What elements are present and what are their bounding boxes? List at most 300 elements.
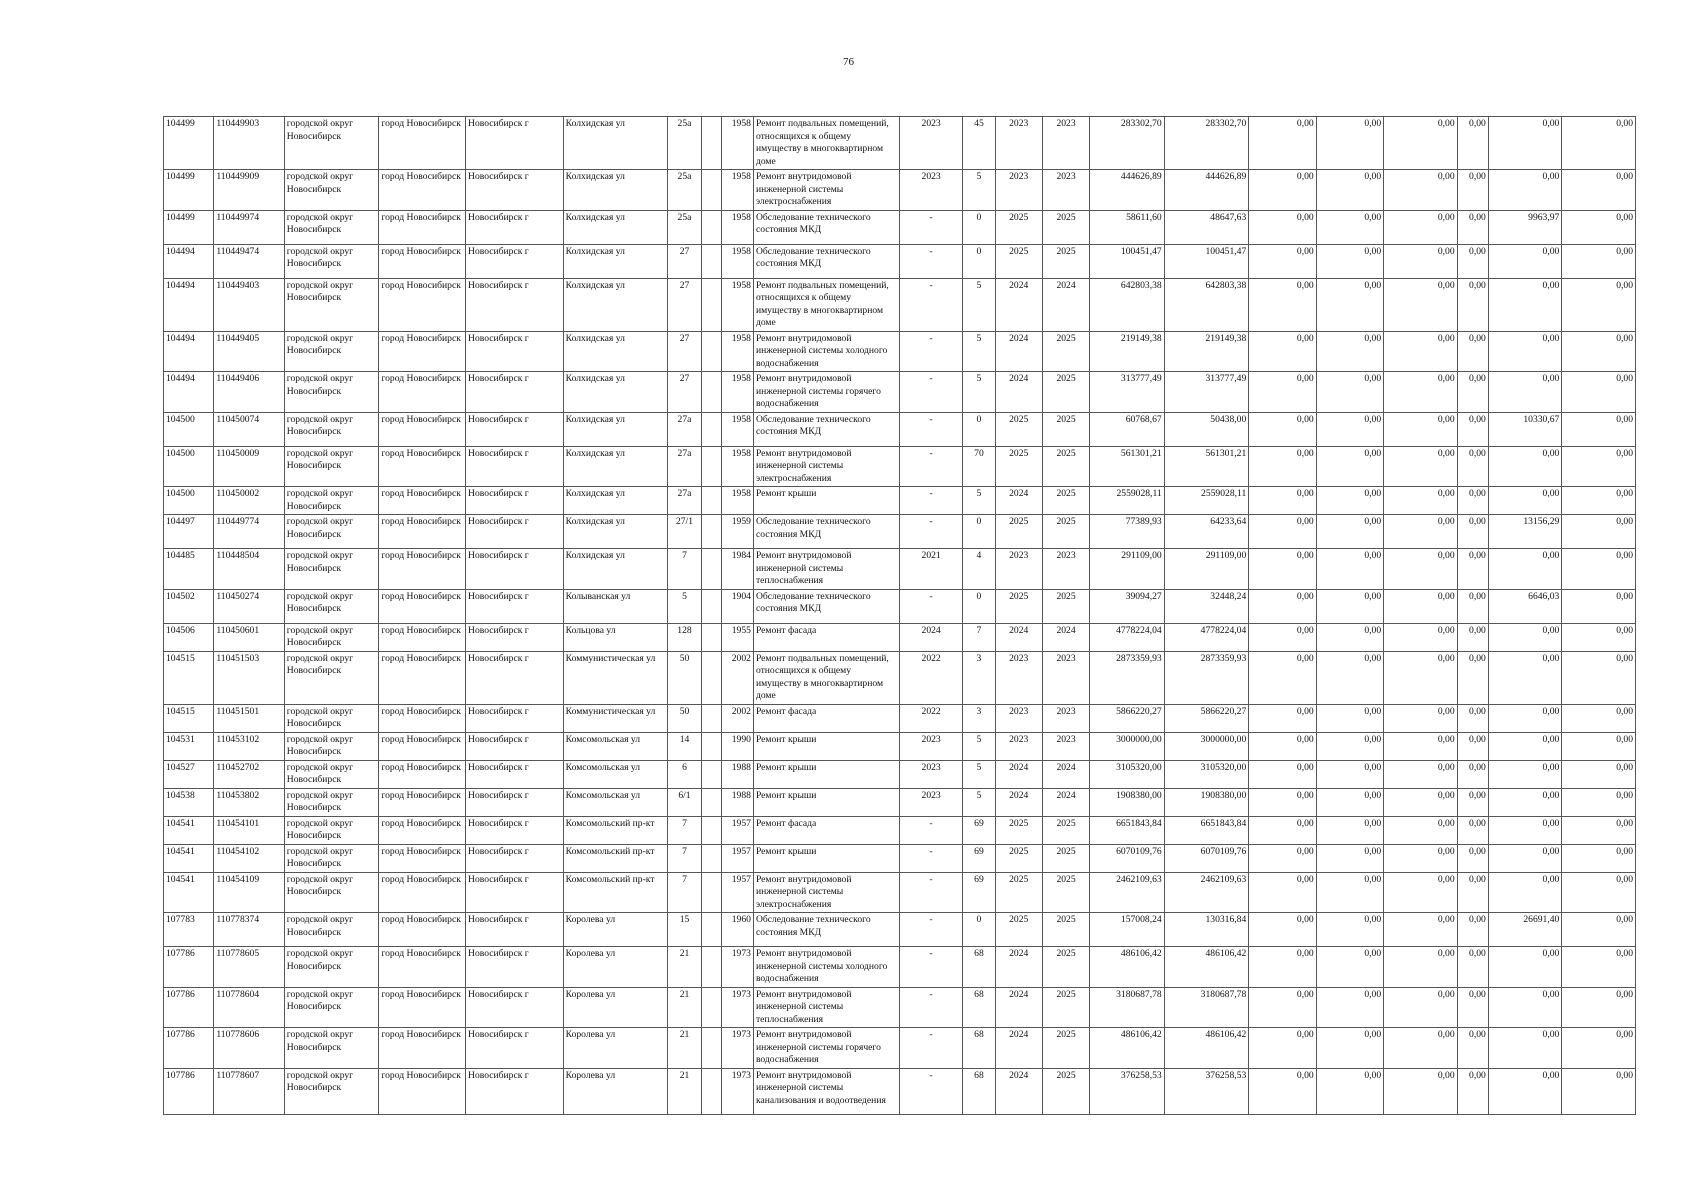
cell-locality: Новосибирск г [466,788,564,816]
cell-locality: Новосибирск г [466,1068,564,1114]
cell-building [701,947,721,988]
cell-last-repair-year: - [899,1028,962,1069]
cell-plan-start-year: 2023 [995,732,1042,760]
cell-object-id: 104541 [164,872,214,913]
cell-building [701,446,721,487]
cell-owner-funds: 3105320,00 [1164,760,1249,788]
cell-locality: Новосибирск г [466,872,564,913]
cell-work-id: 110450601 [214,623,284,651]
cell-plan-start-year: 2024 [995,1028,1042,1069]
cell-object-id: 104541 [164,816,214,844]
cell-plan-end-year: 2023 [1042,117,1089,170]
cell-other-funds: 0,00 [1457,210,1488,244]
cell-house-number: 27 [668,372,701,413]
cell-additional-funds: 0,00 [1488,623,1561,651]
cell-work-type: Ремонт внутридомовой инженерной системы электроснабжения [753,170,899,211]
cell-year-built: 1958 [721,372,753,413]
cell-house-number: 21 [668,987,701,1028]
cell-year-built: 1959 [721,515,753,549]
cell-last-repair-year: - [899,210,962,244]
cell-street: Колхидская ул [563,331,668,372]
cell-building [701,170,721,211]
cell-settlement: город Новосибирск [379,589,466,623]
cell-owner-funds: 6070109,76 [1164,844,1249,872]
cell-work-type: Ремонт крыши [753,732,899,760]
cell-building [701,278,721,331]
cell-reserve-funds: 0,00 [1562,446,1636,487]
cell-year-built: 1973 [721,1068,753,1114]
cell-work-type: Ремонт внутридомовой инженерной системы холодного водоснабжения [753,331,899,372]
cell-house-number: 27а [668,487,701,515]
cell-other-funds: 0,00 [1457,704,1488,732]
cell-object-id: 104500 [164,487,214,515]
cell-federal-funds: 0,00 [1249,515,1316,549]
cell-work-id: 110778607 [214,1068,284,1114]
cell-regional-funds: 0,00 [1316,589,1383,623]
cell-regional-funds: 0,00 [1316,651,1383,704]
cell-settlement: город Новосибирск [379,210,466,244]
cell-street: Колыванская ул [563,589,668,623]
cell-owner-funds: 6651843,84 [1164,816,1249,844]
cell-owner-funds: 376258,53 [1164,1068,1249,1114]
cell-locality: Новосибирск г [466,331,564,372]
cell-work-id: 110451503 [214,651,284,704]
cell-plan-start-year: 2025 [995,412,1042,446]
cell-total-cost: 561301,21 [1090,446,1165,487]
table-row [164,844,1636,872]
cell-year-built: 2002 [721,651,753,704]
cell-work-id: 110778374 [214,913,284,947]
cell-plan-start-year: 2025 [995,244,1042,278]
cell-federal-funds: 0,00 [1249,278,1316,331]
cell-owner-funds: 48647,63 [1164,210,1249,244]
cell-local-funds: 0,00 [1384,117,1457,170]
cell-work-id: 110449774 [214,515,284,549]
cell-settlement: город Новосибирск [379,487,466,515]
cell-work-id: 110454101 [214,816,284,844]
cell-plan-start-year: 2023 [995,651,1042,704]
cell-local-funds: 0,00 [1384,487,1457,515]
cell-year-built: 1958 [721,170,753,211]
cell-last-repair-year: 2023 [899,760,962,788]
cell-year-built: 1958 [721,412,753,446]
cell-reserve-funds: 0,00 [1562,1068,1636,1114]
cell-owner-funds: 486106,42 [1164,947,1249,988]
cell-plan-end-year: 2025 [1042,844,1089,872]
cell-work-type: Ремонт внутридомовой инженерной системы канализования и водоотведения [753,1068,899,1114]
cell-federal-funds: 0,00 [1249,704,1316,732]
cell-wear-percent: 5 [963,732,995,760]
cell-reserve-funds: 0,00 [1562,117,1636,170]
cell-total-cost: 376258,53 [1090,1068,1165,1114]
cell-work-type: Обследование технического состояния МКД [753,515,899,549]
cell-reserve-funds: 0,00 [1562,913,1636,947]
cell-street: Колхидская ул [563,515,668,549]
cell-street: Колхидская ул [563,170,668,211]
cell-year-built: 1973 [721,987,753,1028]
table-row [164,623,1636,651]
cell-additional-funds: 0,00 [1488,987,1561,1028]
cell-house-number: 50 [668,704,701,732]
cell-year-built: 1957 [721,872,753,913]
cell-municipal-district: городской округ Новосибирск [284,331,379,372]
cell-plan-start-year: 2024 [995,372,1042,413]
cell-work-type: Обследование технического состояния МКД [753,589,899,623]
table-row [164,987,1636,1028]
cell-last-repair-year: - [899,278,962,331]
cell-wear-percent: 0 [963,210,995,244]
cell-year-built: 1955 [721,623,753,651]
cell-federal-funds: 0,00 [1249,788,1316,816]
cell-last-repair-year: - [899,372,962,413]
cell-federal-funds: 0,00 [1249,987,1316,1028]
cell-house-number: 21 [668,1028,701,1069]
cell-other-funds: 0,00 [1457,913,1488,947]
cell-wear-percent: 0 [963,589,995,623]
cell-total-cost: 2559028,11 [1090,487,1165,515]
cell-work-id: 110449903 [214,117,284,170]
cell-owner-funds: 4778224,04 [1164,623,1249,651]
cell-plan-start-year: 2023 [995,170,1042,211]
cell-last-repair-year: 2022 [899,704,962,732]
cell-plan-end-year: 2025 [1042,987,1089,1028]
cell-settlement: город Новосибирск [379,446,466,487]
cell-wear-percent: 69 [963,872,995,913]
cell-work-id: 110449474 [214,244,284,278]
cell-plan-start-year: 2024 [995,623,1042,651]
cell-work-type: Ремонт подвальных помещений, относящихся к общему имуществу в многоквартирном доме [753,651,899,704]
cell-reserve-funds: 0,00 [1562,487,1636,515]
cell-total-cost: 642803,38 [1090,278,1165,331]
cell-building [701,210,721,244]
cell-additional-funds: 10330,67 [1488,412,1561,446]
cell-building [701,117,721,170]
cell-total-cost: 313777,49 [1090,372,1165,413]
cell-federal-funds: 0,00 [1249,446,1316,487]
cell-year-built: 1957 [721,844,753,872]
cell-additional-funds: 0,00 [1488,760,1561,788]
cell-last-repair-year: - [899,412,962,446]
cell-year-built: 1904 [721,589,753,623]
cell-regional-funds: 0,00 [1316,872,1383,913]
cell-additional-funds: 0,00 [1488,278,1561,331]
cell-year-built: 1958 [721,446,753,487]
cell-settlement: город Новосибирск [379,913,466,947]
cell-plan-start-year: 2023 [995,117,1042,170]
cell-wear-percent: 0 [963,412,995,446]
cell-street: Колхидская ул [563,372,668,413]
cell-additional-funds: 9963,97 [1488,210,1561,244]
cell-locality: Новосибирск г [466,549,564,590]
cell-work-id: 110449405 [214,331,284,372]
cell-object-id: 104541 [164,844,214,872]
cell-settlement: город Новосибирск [379,788,466,816]
cell-additional-funds: 0,00 [1488,487,1561,515]
cell-work-id: 110449974 [214,210,284,244]
cell-plan-end-year: 2023 [1042,549,1089,590]
cell-locality: Новосибирск г [466,947,564,988]
cell-local-funds: 0,00 [1384,278,1457,331]
cell-object-id: 107786 [164,1068,214,1114]
cell-object-id: 104494 [164,278,214,331]
cell-house-number: 27 [668,278,701,331]
cell-building [701,760,721,788]
cell-settlement: город Новосибирск [379,1068,466,1114]
cell-work-type: Ремонт внутридомовой инженерной системы холодного водоснабжения [753,947,899,988]
cell-municipal-district: городской округ Новосибирск [284,816,379,844]
cell-additional-funds: 0,00 [1488,816,1561,844]
cell-municipal-district: городской округ Новосибирск [284,412,379,446]
cell-settlement: город Новосибирск [379,278,466,331]
cell-plan-start-year: 2024 [995,987,1042,1028]
cell-house-number: 25а [668,210,701,244]
table-row [164,549,1636,590]
cell-wear-percent: 69 [963,844,995,872]
cell-street: Королева ул [563,987,668,1028]
cell-object-id: 104499 [164,117,214,170]
cell-locality: Новосибирск г [466,278,564,331]
cell-object-id: 104494 [164,244,214,278]
table-row [164,412,1636,446]
cell-plan-end-year: 2025 [1042,372,1089,413]
cell-work-type: Обследование технического состояния МКД [753,412,899,446]
cell-street: Королева ул [563,947,668,988]
cell-other-funds: 0,00 [1457,278,1488,331]
cell-last-repair-year: 2022 [899,651,962,704]
cell-municipal-district: городской округ Новосибирск [284,515,379,549]
cell-last-repair-year: - [899,589,962,623]
cell-plan-end-year: 2023 [1042,651,1089,704]
cell-plan-start-year: 2024 [995,487,1042,515]
cell-wear-percent: 5 [963,331,995,372]
cell-last-repair-year: - [899,244,962,278]
cell-plan-end-year: 2025 [1042,816,1089,844]
cell-work-id: 110449909 [214,170,284,211]
cell-other-funds: 0,00 [1457,947,1488,988]
cell-wear-percent: 5 [963,372,995,413]
cell-reserve-funds: 0,00 [1562,760,1636,788]
table-row [164,515,1636,549]
cell-owner-funds: 64233,64 [1164,515,1249,549]
cell-other-funds: 0,00 [1457,872,1488,913]
cell-wear-percent: 5 [963,788,995,816]
cell-street: Королева ул [563,1068,668,1114]
cell-locality: Новосибирск г [466,1028,564,1069]
cell-federal-funds: 0,00 [1249,589,1316,623]
cell-local-funds: 0,00 [1384,372,1457,413]
cell-object-id: 107786 [164,1028,214,1069]
cell-street: Колхидская ул [563,549,668,590]
cell-owner-funds: 100451,47 [1164,244,1249,278]
cell-other-funds: 0,00 [1457,117,1488,170]
cell-reserve-funds: 0,00 [1562,947,1636,988]
cell-other-funds: 0,00 [1457,170,1488,211]
cell-reserve-funds: 0,00 [1562,987,1636,1028]
cell-additional-funds: 0,00 [1488,170,1561,211]
cell-street: Королева ул [563,913,668,947]
cell-owner-funds: 2462109,63 [1164,872,1249,913]
cell-federal-funds: 0,00 [1249,913,1316,947]
cell-municipal-district: городской округ Новосибирск [284,170,379,211]
cell-local-funds: 0,00 [1384,623,1457,651]
cell-federal-funds: 0,00 [1249,651,1316,704]
page-number: 76 [843,56,854,68]
cell-building [701,732,721,760]
cell-regional-funds: 0,00 [1316,913,1383,947]
cell-total-cost: 6651843,84 [1090,816,1165,844]
cell-federal-funds: 0,00 [1249,623,1316,651]
cell-street: Комсомольская ул [563,788,668,816]
cell-settlement: город Новосибирск [379,170,466,211]
cell-wear-percent: 0 [963,913,995,947]
cell-municipal-district: городской округ Новосибирск [284,844,379,872]
cell-municipal-district: городской округ Новосибирск [284,732,379,760]
cell-work-id: 110449403 [214,278,284,331]
cell-object-id: 104500 [164,412,214,446]
cell-federal-funds: 0,00 [1249,872,1316,913]
cell-locality: Новосибирск г [466,987,564,1028]
cell-additional-funds: 0,00 [1488,549,1561,590]
cell-building [701,987,721,1028]
cell-other-funds: 0,00 [1457,515,1488,549]
cell-plan-start-year: 2024 [995,1068,1042,1114]
table-row [164,913,1636,947]
table-row [164,816,1636,844]
cell-street: Колхидская ул [563,210,668,244]
cell-settlement: город Новосибирск [379,987,466,1028]
table-row [164,872,1636,913]
cell-object-id: 107786 [164,987,214,1028]
cell-wear-percent: 5 [963,278,995,331]
cell-building [701,412,721,446]
cell-locality: Новосибирск г [466,623,564,651]
cell-house-number: 50 [668,651,701,704]
cell-plan-end-year: 2025 [1042,872,1089,913]
cell-total-cost: 157008,24 [1090,913,1165,947]
cell-house-number: 27/1 [668,515,701,549]
cell-street: Колхидская ул [563,278,668,331]
cell-street: Комсомольская ул [563,760,668,788]
cell-work-type: Ремонт подвальных помещений, относящихся к общему имуществу в многоквартирном доме [753,117,899,170]
table-row [164,278,1636,331]
cell-additional-funds: 6646,03 [1488,589,1561,623]
cell-work-type: Ремонт внутридомовой инженерной системы электроснабжения [753,446,899,487]
cell-object-id: 104499 [164,170,214,211]
cell-plan-end-year: 2025 [1042,515,1089,549]
cell-work-id: 110451501 [214,704,284,732]
cell-work-type: Ремонт фасада [753,704,899,732]
cell-plan-end-year: 2024 [1042,278,1089,331]
cell-locality: Новосибирск г [466,117,564,170]
cell-municipal-district: городской округ Новосибирск [284,760,379,788]
cell-plan-end-year: 2024 [1042,788,1089,816]
cell-house-number: 7 [668,816,701,844]
cell-reserve-funds: 0,00 [1562,623,1636,651]
cell-locality: Новосибирск г [466,446,564,487]
cell-owner-funds: 486106,42 [1164,1028,1249,1069]
cell-additional-funds: 0,00 [1488,446,1561,487]
cell-other-funds: 0,00 [1457,844,1488,872]
cell-other-funds: 0,00 [1457,987,1488,1028]
cell-house-number: 7 [668,844,701,872]
cell-settlement: город Новосибирск [379,623,466,651]
cell-owner-funds: 3180687,78 [1164,987,1249,1028]
cell-last-repair-year: 2024 [899,623,962,651]
cell-plan-end-year: 2023 [1042,170,1089,211]
cell-additional-funds: 26691,40 [1488,913,1561,947]
cell-settlement: город Новосибирск [379,331,466,372]
table-body [164,117,1636,1115]
cell-other-funds: 0,00 [1457,816,1488,844]
cell-plan-end-year: 2024 [1042,760,1089,788]
cell-regional-funds: 0,00 [1316,732,1383,760]
cell-regional-funds: 0,00 [1316,816,1383,844]
cell-municipal-district: городской округ Новосибирск [284,210,379,244]
cell-locality: Новосибирск г [466,170,564,211]
cell-additional-funds: 0,00 [1488,947,1561,988]
cell-reserve-funds: 0,00 [1562,412,1636,446]
cell-reserve-funds: 0,00 [1562,816,1636,844]
cell-regional-funds: 0,00 [1316,117,1383,170]
cell-total-cost: 60768,67 [1090,412,1165,446]
cell-building [701,549,721,590]
cell-street: Колхидская ул [563,117,668,170]
cell-regional-funds: 0,00 [1316,1068,1383,1114]
cell-total-cost: 5866220,27 [1090,704,1165,732]
cell-owner-funds: 2559028,11 [1164,487,1249,515]
cell-locality: Новосибирск г [466,732,564,760]
cell-additional-funds: 0,00 [1488,1028,1561,1069]
cell-work-id: 110450002 [214,487,284,515]
cell-reserve-funds: 0,00 [1562,872,1636,913]
cell-reserve-funds: 0,00 [1562,170,1636,211]
cell-other-funds: 0,00 [1457,446,1488,487]
cell-work-type: Ремонт внутридомовой инженерной системы теплоснабжения [753,987,899,1028]
cell-local-funds: 0,00 [1384,872,1457,913]
cell-owner-funds: 444626,89 [1164,170,1249,211]
cell-other-funds: 0,00 [1457,487,1488,515]
cell-settlement: город Новосибирск [379,372,466,413]
table-row [164,117,1636,170]
cell-last-repair-year: 2023 [899,170,962,211]
cell-regional-funds: 0,00 [1316,372,1383,413]
cell-municipal-district: городской округ Новосибирск [284,278,379,331]
cell-work-type: Ремонт фасада [753,623,899,651]
cell-additional-funds: 0,00 [1488,788,1561,816]
cell-local-funds: 0,00 [1384,446,1457,487]
cell-house-number: 7 [668,549,701,590]
cell-municipal-district: городской округ Новосибирск [284,987,379,1028]
cell-locality: Новосибирск г [466,704,564,732]
cell-building [701,816,721,844]
cell-building [701,372,721,413]
cell-other-funds: 0,00 [1457,589,1488,623]
cell-local-funds: 0,00 [1384,589,1457,623]
cell-building [701,704,721,732]
cell-settlement: город Новосибирск [379,515,466,549]
cell-additional-funds: 0,00 [1488,1068,1561,1114]
cell-object-id: 104515 [164,704,214,732]
cell-reserve-funds: 0,00 [1562,278,1636,331]
cell-local-funds: 0,00 [1384,1068,1457,1114]
cell-plan-start-year: 2024 [995,947,1042,988]
cell-year-built: 1973 [721,1028,753,1069]
cell-object-id: 107783 [164,913,214,947]
cell-municipal-district: городской округ Новосибирск [284,244,379,278]
cell-settlement: город Новосибирск [379,117,466,170]
cell-plan-start-year: 2025 [995,589,1042,623]
cell-settlement: город Новосибирск [379,651,466,704]
